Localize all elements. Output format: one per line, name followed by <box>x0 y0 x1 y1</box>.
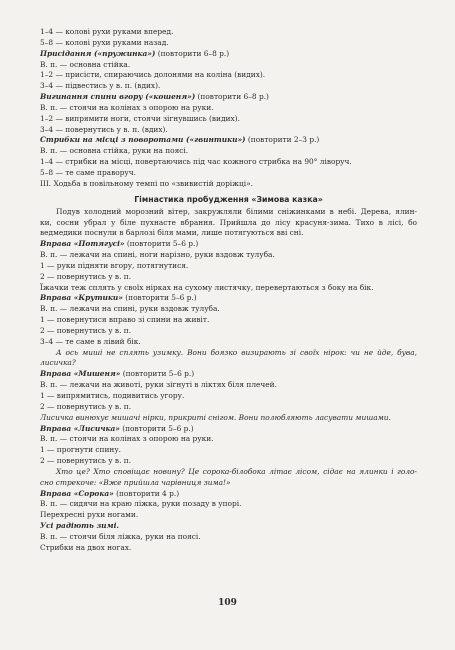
exercise-repeat-note: (повторити 4 р.) <box>113 488 180 498</box>
exercise-heading <box>40 239 417 250</box>
text-block-top <box>40 27 417 190</box>
exercise-heading <box>40 92 417 103</box>
text-line: Стрибки на двох ногах. <box>40 542 132 552</box>
text-line: 1 — випрямитись, подивитись угору. <box>40 391 185 400</box>
section-heading: Гімнастика пробудження «Зимова казка» <box>134 194 323 204</box>
text-line: В. п. — стоячи на колінах з опорою на руки. <box>40 102 214 112</box>
exercise-title: Вправа «Крутики» <box>40 293 123 303</box>
text-line: В. п. — лежачи на животі, руки зігнуті в ліктях біля плечей. <box>40 380 277 390</box>
exercise-title: Вправа «Лисичка» <box>40 423 120 433</box>
exercise-title: Вправа «Потягусі» <box>40 239 125 249</box>
text-line: В. п. — лежачи на спині, руки вздовж тулуба. <box>40 304 220 314</box>
text-line: В. п. — стоячи біля ліжка, руки на поясі. <box>40 531 201 541</box>
page-number: 109 <box>218 598 237 608</box>
text-line: 1–2 — присісти, спираючись долонями на коліна (видих). <box>40 70 266 80</box>
exercise-title: Стрибки на місці з поворотами («гвинтики») <box>40 135 246 145</box>
text-line: Перехресні рухи ногами. <box>40 510 139 520</box>
text-line: 3–4 — підвестись у в. п. (вдих). <box>40 81 161 91</box>
text-line: В. п. — лежачи на спині, ноги нарізно, руки вздовж тулуба. <box>40 250 275 260</box>
text-block-bottom <box>40 207 417 554</box>
exercise-title: Вправа «Мишеня» <box>40 369 121 379</box>
exercise-repeat-note: (повторити 5–6 р.) <box>119 423 194 433</box>
text-line: 1–4 — стрибки на місці, повертаючись під час кожного стрибка на 90° ліворуч. <box>40 157 352 167</box>
text-line: 2 — повернутись у в. п. <box>40 271 132 281</box>
text-line: 3–4 — повернутись у в. п. (вдих). <box>40 124 168 134</box>
text-line: В. п. — основна стійка, руки на поясі. <box>40 146 189 156</box>
exercise-repeat-note: (повторити 6–8 р.) <box>195 92 269 102</box>
text-line: 1 — повернутися вправо зі спини на живіт. <box>40 315 210 325</box>
text-line: 5–8 — колові рухи руками назад. <box>40 37 169 47</box>
exercise-heading <box>40 135 417 146</box>
text-line: В. п. — стоячи на колінах з опорою на руки. <box>40 434 214 444</box>
text-line: 2 — повернутись у в. п. <box>40 325 132 335</box>
text-line: 1–2 — випрямити ноги, стоячи зігнувшись (видих). <box>40 113 240 123</box>
exercise-heading <box>40 49 417 60</box>
text-line: Їжачки теж сплять у своїх нірках на сухому листячку, перевертаються з боку на бік. <box>40 282 374 292</box>
story-line: Лисичка винюхує мишачі нірки, прикриті снігом. Вони полюбляють ласувати мишами. <box>40 412 391 422</box>
story-line: Хто це? Хто сповіщає новину? Це сорока-білобока літає лісом, сідає на ялинки і голо- <box>56 466 417 476</box>
text-line: III. Ходьба в повільному темпі по «звивистій доріжці». <box>40 178 253 188</box>
text-line: В. п. — сидячи на краю ліжка, руки позаду в упорі. <box>40 499 242 509</box>
exercise-repeat-note: (повторити 2–3 р.) <box>245 135 320 145</box>
exercise-repeat-note: (повторити 6–8 р.) <box>155 48 230 58</box>
text-line: 1 — прогнути спину. <box>40 445 122 455</box>
paragraph-line: ки, сосни убрал у біле пухнасте вбрання. Прийшла до лісу красуня-зима. Тихо в лісі, бо <box>40 217 417 227</box>
paragraph-line: Подув холодний морозний вітер, закружляли білими сніжинками в небі. Дерева, ялин- <box>56 206 417 216</box>
story-line: лисичка? <box>40 358 76 368</box>
exercise-heading <box>40 293 417 304</box>
exercise-title: Вигинання спини вгору («кошеня») <box>40 92 196 102</box>
text-line: В. п. — основна стійка. <box>40 59 131 69</box>
story-line: сно стрекоче: «Вже прийшла чарівниця зима!» <box>40 477 231 487</box>
exercise-repeat-note: (повторити 5–6 р.) <box>124 239 199 249</box>
text-line: 3–4 — те саме в лівий бік. <box>40 336 141 346</box>
exercise-heading <box>40 424 417 435</box>
exercise-repeat-note: (повторити 5–6 р.) <box>122 293 197 303</box>
exercise-title: Присідання («пружинка») <box>40 48 156 58</box>
exercise-title: Вправа «Сорока» <box>40 488 114 498</box>
text-line: 5–8 — те саме праворуч. <box>40 167 137 177</box>
text-line: ведмедики поснули в барлозі біля мами, лише потягуються вві сні. <box>40 228 304 238</box>
exercise-heading <box>40 489 417 500</box>
exercise-heading <box>40 369 417 380</box>
text-line: 2 — повернутись у в. п. <box>40 456 132 466</box>
text-line: 1–4 — колові рухи руками вперед. <box>40 27 174 36</box>
text-line: 1 — руки підняти вгору, потягнутися. <box>40 260 189 270</box>
exercise-heading <box>40 521 417 532</box>
text-line: 2 — повернутись у в. п. <box>40 401 132 411</box>
story-line: А ось миші не сплять узимку. Вони боязко визирають зі своїх нірок: чи не йде, бува, <box>56 347 417 357</box>
exercise-title: Усі радіють зимі. <box>40 521 119 531</box>
exercise-repeat-note: (повторити 5–6 р.) <box>120 369 195 379</box>
